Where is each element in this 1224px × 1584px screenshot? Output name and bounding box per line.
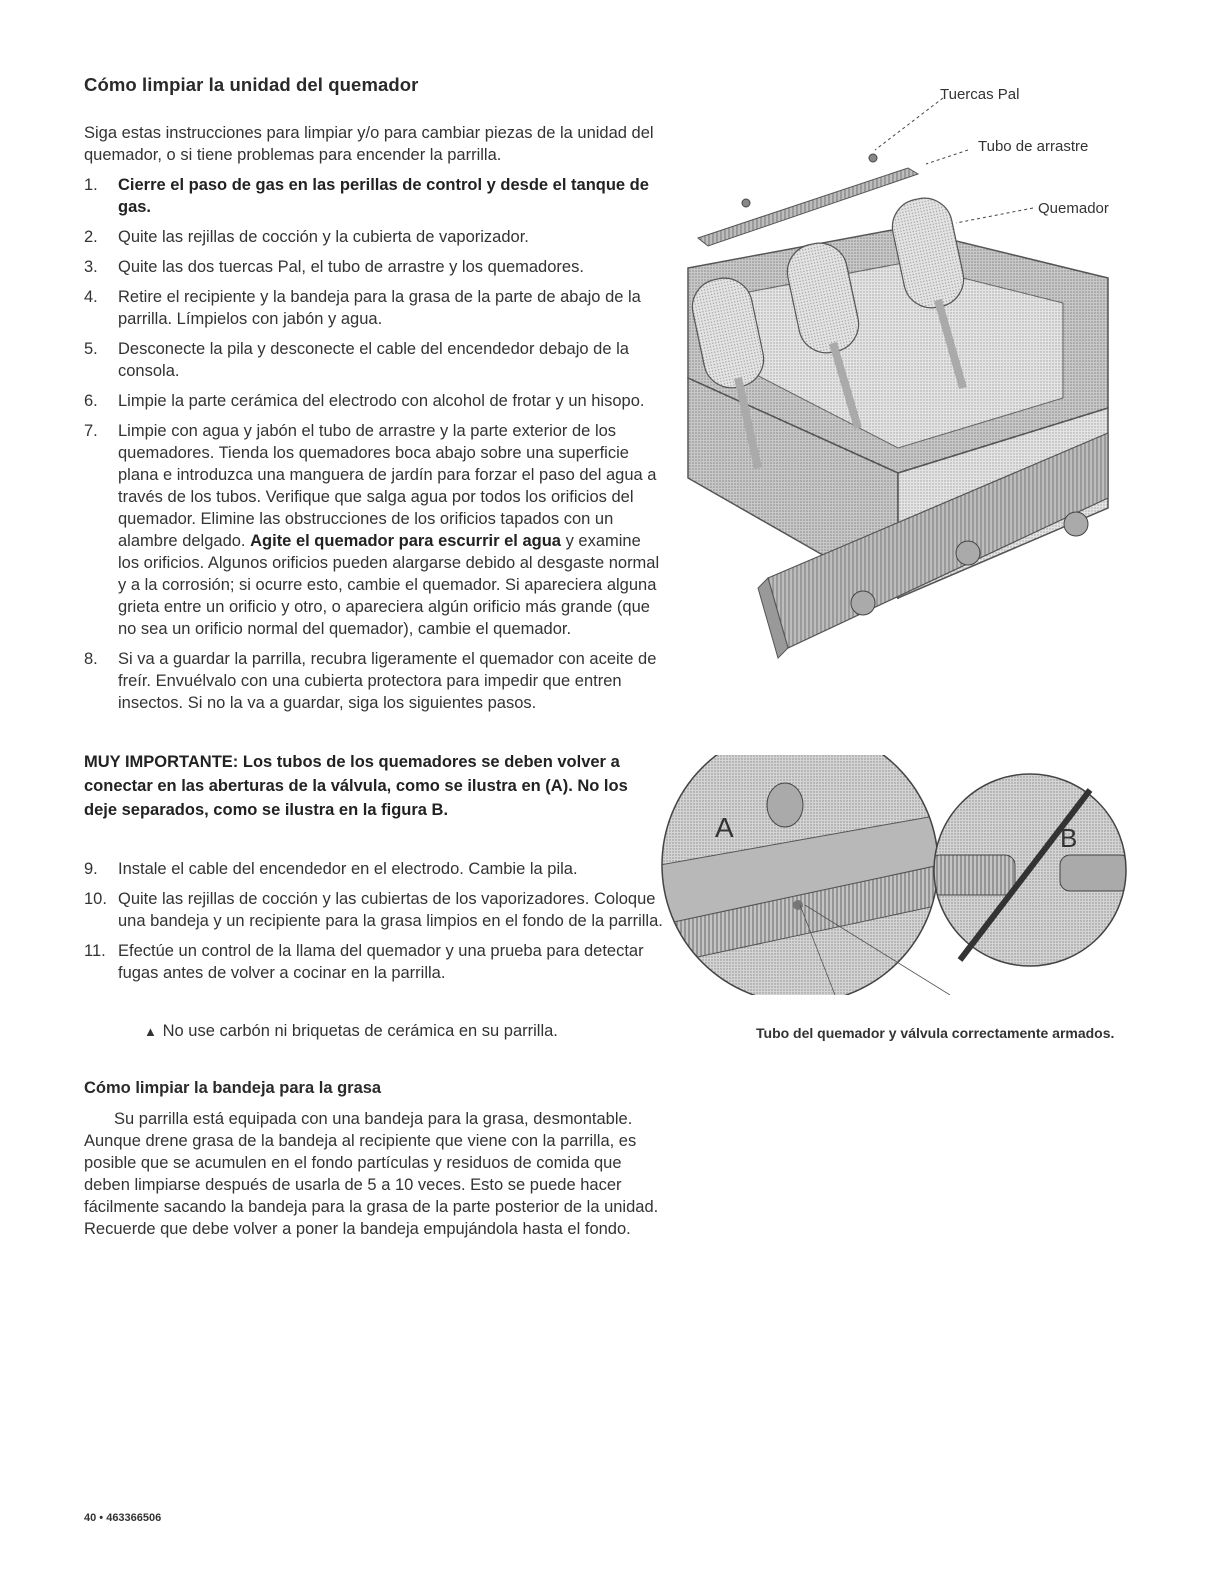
callout-quemador: Quemador: [1038, 200, 1109, 217]
callout-tuercas-pal: Tuercas Pal: [940, 86, 1020, 103]
text-column: [84, 74, 664, 1240]
steps-list-2: [84, 858, 664, 984]
grease-paragraph: Su parrilla está equipada con una bandeja para la grasa, desmontable. Aunque drene grasa de la bandeja al recipiente que viene con la parrilla, es posible que se acumulen en el fondo partículas y residuos de comida que deben limpiarse después de usarla de 5 a 10 veces. Esto se puede hacer fácilmente sacando la bandeja para la grasa de la parte posterior de la unidad. Recuerde que debe volver a poner la bandeja empujándola hasta el fondo.: [84, 1110, 659, 1238]
valve-detail-illustration: [660, 755, 1140, 995]
step-item: 4. Retire el recipiente y la bandeja para la grasa de la parte de abajo de la parrilla. Límpielos con jabón y agua.: [84, 288, 641, 328]
intro-paragraph: Siga estas instrucciones para limpiar y/o para cambiar piezas de la unidad del quemador, o si tiene problemas para encender la parrilla.: [84, 124, 654, 164]
section-title-grease: Cómo limpiar la bandeja para la grasa: [84, 1079, 382, 1097]
step-item: 9. Instale el cable del encendedor en el electrodo. Cambie la pila.: [84, 860, 578, 878]
burner-assembly-figure: [668, 78, 1128, 678]
step-item: 8. Si va a guardar la parrilla, recubra ligeramente el quemador con aceite de freír. Envuélvalo con una cubierta protectora para impedir que entren insectos. Si no la va a guardar, siga los siguientes pasos.: [84, 650, 657, 712]
step-item: 11. Efectúe un control de la llama del quemador y una prueba para detectar fugas antes de volver a cocinar en la parrilla.: [84, 942, 644, 982]
burner-assembly-illustration: [668, 78, 1128, 678]
warning-triangle-icon: ▲: [144, 1024, 157, 1039]
step-item: 6. Limpie la parte cerámica del electrodo con alcohol de frotar y un hisopo.: [84, 392, 645, 410]
section-title-burner: Cómo limpiar la unidad del quemador: [84, 74, 419, 95]
figure-label-b: B: [1060, 823, 1078, 853]
step-item: 10. Quite las rejillas de cocción y las cubiertas de los vaporizadores. Coloque una bandeja y un recipiente para la grasa limpios en el fondo de la parrilla.: [84, 890, 663, 930]
page-footer: 40 • 463366506: [84, 1512, 162, 1524]
valve-detail-figure: [660, 755, 1140, 995]
callout-tubo-arrastre: Tubo de arrastre: [978, 138, 1089, 155]
step-item: 5. Desconecte la pila y desconecte el cable del encendedor debajo de la consola.: [84, 340, 629, 380]
step-item: 7. Limpie con agua y jabón el tubo de arrastre y la parte exterior de los quemadores. Tienda los quemadores boca abajo sobre una superficie plana e introduzca una manguera de jardín para forzar el paso del agua a través de los tubos. Verifique que salga agua por todos los orificios del quemador. Elimine las obstrucciones de los orificios tapados con un alambre delgado. Agite el quemador para escurrir el agua y examine los orificios. Algunos orificios pueden alargarse debido al desgaste normal y a la corrosión; si ocurre esto, cambie el quemador. Si apareciera alguna grieta entre un orificio y otro, o apareciera algún orificio más grande (que no sea un orificio normal del quemador), cambie el quemador.: [84, 422, 660, 638]
figure-label-a: A: [715, 812, 734, 843]
step-item: 3. Quite las dos tuercas Pal, el tubo de arrastre y los quemadores.: [84, 258, 584, 276]
important-note: MUY IMPORTANTE: Los tubos de los quemadores se deben volver a conectar en las aberturas de la válvula, como se ilustra en (A). No los deje separados, como se ilustra en la figura B.: [84, 753, 628, 819]
step-item: 1. Cierre el paso de gas en las perillas de control y desde el tanque de gas.: [84, 176, 649, 216]
warning-note: ▲ No use carbón ni briquetas de cerámica en su parrilla.: [144, 1020, 664, 1043]
step-item: 2. Quite las rejillas de cocción y la cubierta de vaporizador.: [84, 228, 529, 246]
steps-list: [84, 174, 664, 714]
figure-caption: Tubo del quemador y válvula correctamente armados.: [756, 1025, 1115, 1041]
